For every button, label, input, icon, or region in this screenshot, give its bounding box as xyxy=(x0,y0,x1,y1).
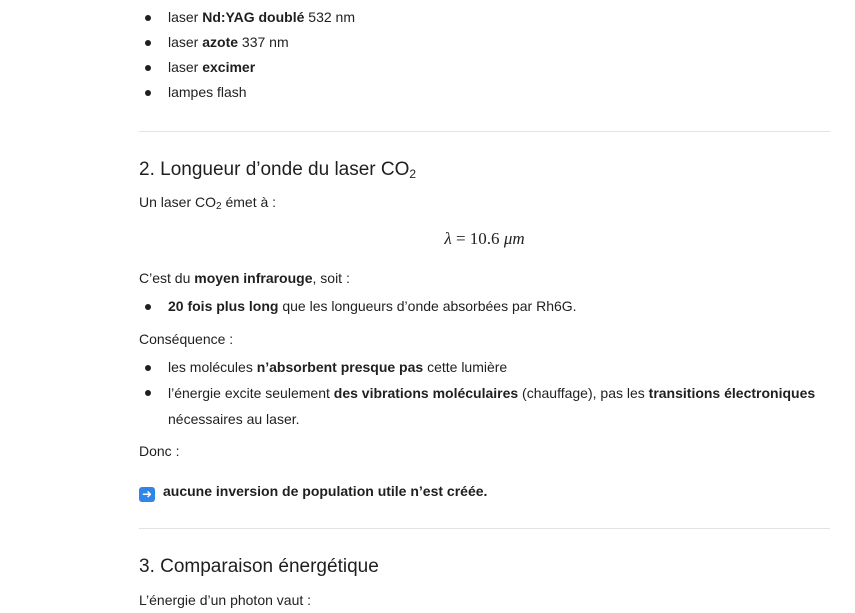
list-item: 20 fois plus long que les longueurs d’onde absorbées par Rh6G. xyxy=(139,294,577,319)
list-item: laser excimer xyxy=(139,55,355,80)
section-divider xyxy=(139,131,830,132)
donc-label: Donc : xyxy=(139,443,180,459)
section-2-heading: 2. Longueur d’onde du laser CO2 xyxy=(139,159,417,181)
list-item: les molécules n’absorbent presque pas cette lumière xyxy=(139,355,830,380)
wavelength-formula: λ = 10.6 μm xyxy=(444,229,525,248)
co2-intro: Un laser CO2 émet à : xyxy=(139,194,277,212)
wavelength-comparison-list xyxy=(139,294,577,319)
infrared-sentence: C’est du moyen infrarouge, soit : xyxy=(139,270,350,286)
laser-sources-list xyxy=(139,5,355,105)
list-item: laser Nd:YAG doublé 532 nm xyxy=(139,5,355,30)
section-divider xyxy=(139,528,830,529)
consequence-list xyxy=(139,355,830,432)
photon-energy-intro: L’énergie d’un photon vaut : xyxy=(139,592,312,608)
list-item: laser azote 337 nm xyxy=(139,30,355,55)
section-3-heading: 3. Comparaison énergétique xyxy=(139,556,379,577)
consequence-label: Conséquence : xyxy=(139,331,234,347)
list-item: lampes flash xyxy=(139,80,355,105)
list-item: l’énergie excite seulement des vibrations moléculaires (chauffage), pas les transitions électroniques nécessaires au laser. xyxy=(139,380,830,432)
arrow-right-icon: ➜ xyxy=(139,487,155,502)
conclusion: ➜ aucune inversion de population utile n’est créée. xyxy=(139,481,487,502)
